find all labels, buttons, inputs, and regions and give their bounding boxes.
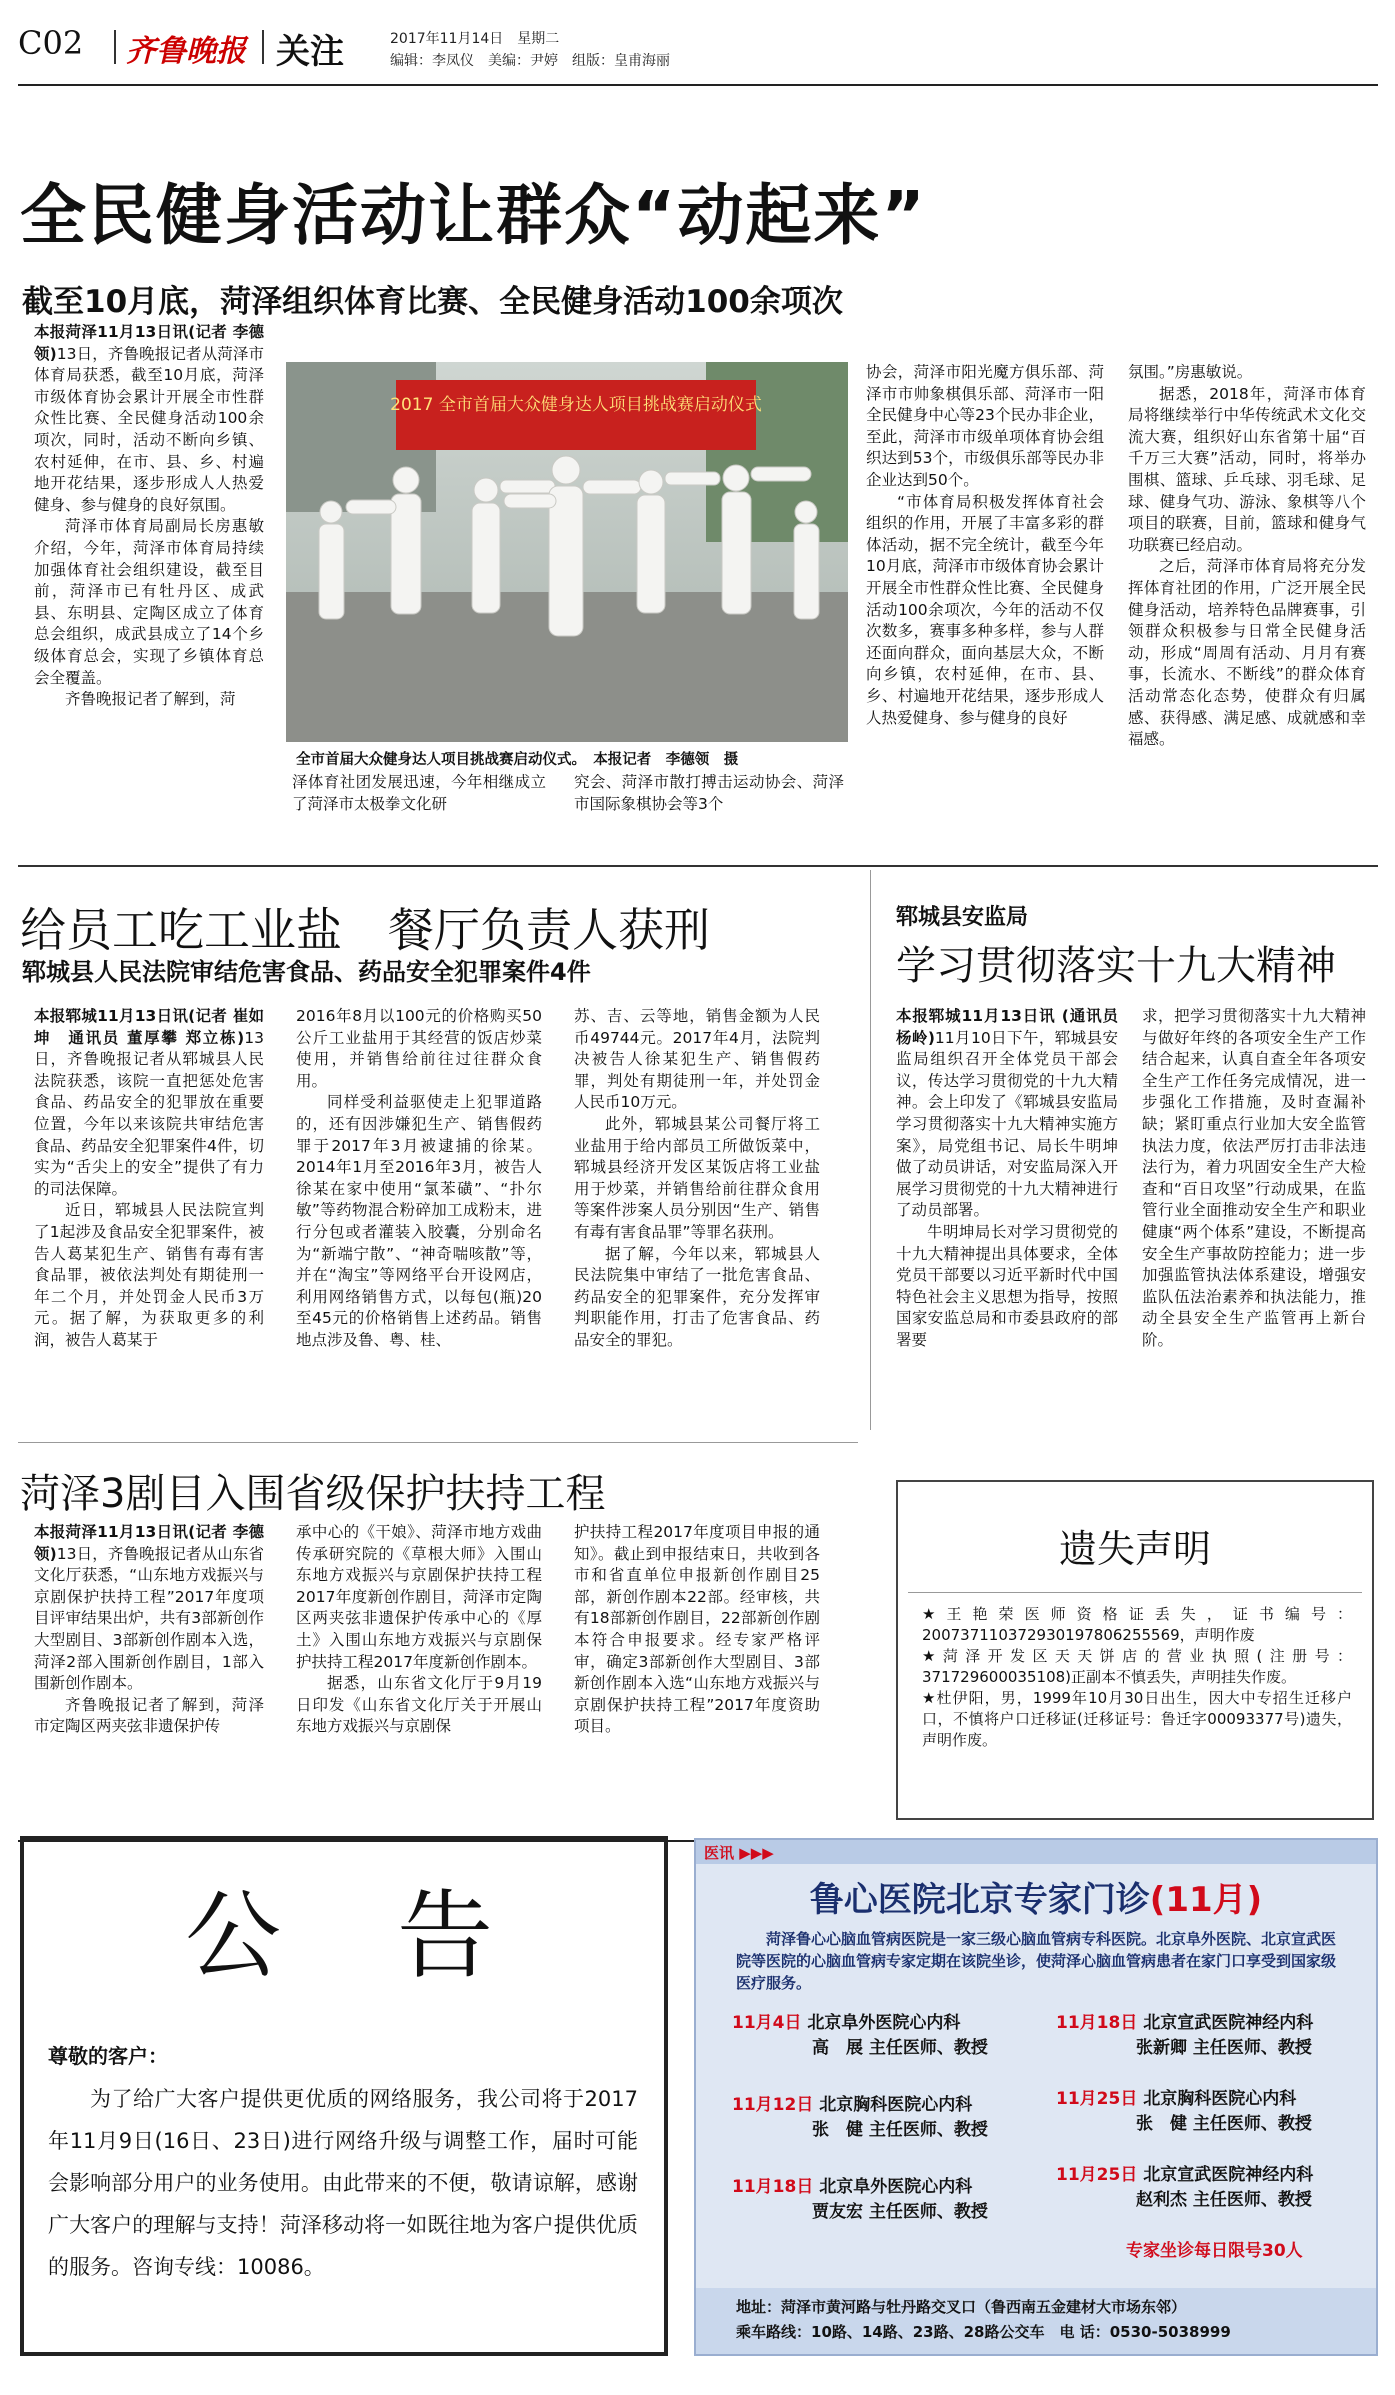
divider <box>114 30 116 64</box>
section-rule <box>18 1442 858 1443</box>
article-column <box>896 1006 1118 1422</box>
article-column <box>574 1522 820 1820</box>
kicker: 郓城县安监局 <box>896 905 1029 930</box>
ad-schedule-entry <box>1056 2160 1366 2236</box>
article-paragraph: 牛明坤局长对学习贯彻党的十九大精神提出具体要求，全体党员干部要以习近平新时代中国特色社会主义思想为指导，按照国家安监总局和市委县政府的部署要 <box>896 1222 1118 1349</box>
ad-schedule-entry <box>732 2172 1032 2254</box>
article-paragraph: 此外，郓城县某公司餐厅将工业盐用于给内部员工所做饭菜中，郓城县经济开发区某饭店将工业盐用于炒菜，并销售给前往群众食用等案件涉案人员分别因“生产、销售有毒有害食品罪”等罪名获刑。 <box>574 1114 820 1241</box>
ad-title-text: 鲁心医院北京专家门诊 <box>809 1880 1150 1920</box>
ad-address: 地址：菏泽市黄河路与牡丹路交叉口（鲁西南五金建材大市场东邻） <box>736 2298 1187 2316</box>
ad-schedule-entry <box>732 2008 1032 2090</box>
ad-entry-doctor: 张 健 主任医师、教授 <box>1136 2114 1312 2134</box>
section-rule <box>18 865 1378 867</box>
photo-banner-text: 2017 全市首届大众健身达人项目挑战赛启动仪式 <box>390 395 762 415</box>
article-column <box>574 772 844 816</box>
ad-title-month: (11月) <box>1149 1880 1263 1920</box>
announcement-body: 为了给广大客户提供更优质的网络服务，我公司将于2017年11月9日(16日、23日)进行网络升级与调整工作，届时可能会影响部分用户的业务使用。由此带来的不便，敬请谅解，感谢广大客户的理解与支持！菏泽移动将一如既往地为客户提供优质的服务。咨询专线：10086。 <box>48 2087 638 2279</box>
article-paragraph: 同样受利益驱使走上犯罪道路的，还有因涉嫌犯生产、销售假药罪于2017年3月被逮捕的徐某。2014年1月至2016年3月，被告人徐某在家中使用“氯苯磺”、“扑尔敏”等药物混合粉碎加工成粉末，进行分包或者灌装入胶囊，分别命名为“新端宁散”、“神奇喘咳散”等，并在“淘宝”等网络平台开设网店，利用网络销售方式，以每包(瓶)20至45元的价格销售上述药品。销售地点涉及鲁、粤、桂、 <box>296 1093 542 1349</box>
headline: 菏泽3剧目入围省级保护扶持工程 <box>20 1471 606 1517</box>
article-text: 协会，菏泽市阳光魔方俱乐部、菏泽市市帅象棋俱乐部、菏泽市一阳全民健身中心等23个民办非企业，至此，菏泽市市级单项体育协会组织达到53个，市级俱乐部等民办非企业达到50个。 <box>866 363 1104 489</box>
headline: 全民健身活动让群众“动起来” <box>20 177 927 254</box>
article-column <box>34 1006 264 1416</box>
lost-notice-box <box>896 1480 1374 1820</box>
article-paragraph: “市体育局积极发挥体育社会组织的作用，开展了丰富多彩的群体活动，据不完全统计，截至今年10月底，菏泽市市级体育协会累计开展全市性群众性比赛、全民健身活动100余项次，今年的活动不仅次数多，赛事多种多样，参与人群还面向群众，面向基层大众，不断向乡镇，农村延伸，在市、县、乡、村遍地开花结果，逐步形成人人热爱健身、参与健身的良好 <box>866 492 1104 727</box>
article-text: 13日，齐鲁晚报记者从菏泽市体育局获悉，截至10月底，菏泽市级体育协会累计开展全市性群众性比赛、全民健身活动100余项次，同时，活动不断向乡镇、农村延伸，在市、县、乡、村遍地开花结果，逐步形成人人热爱健身、参与健身的良好氛围。 <box>34 344 264 514</box>
column-rule <box>870 870 871 1430</box>
article-paragraph: 齐鲁晚报记者了解到，菏 <box>65 690 236 709</box>
ad-header-band <box>696 1840 1376 1864</box>
ad-entry-doctor: 高 展 主任医师、教授 <box>812 2038 988 2058</box>
ad-entry-doctor: 赵利杰 主任医师、教授 <box>1136 2190 1312 2210</box>
lost-notice-items <box>922 1604 1352 1751</box>
ad-tag: 医讯 ▶▶▶ <box>704 1844 774 1862</box>
article-text: 护扶持工程2017年度项目申报的通知》。截止到申报结束日，共收到各市和省直单位申报新创作剧目25部，新创作剧本22部。经审核，共有18部新创作剧目，22部新创作剧本符合申报要求。经专家严格评审，确定3部新创作大型剧目、3部新创作剧本入选“山东地方戏振兴与京剧保护扶持工程”2017年度资助项目。 <box>574 1523 820 1736</box>
article-column <box>574 1006 820 1416</box>
article-paragraph: 据了解，今年以来，郓城县人民法院集中审结了一批危害食品、药品安全的犯罪案件，充分发挥审判职能作用，打击了危害食品、药品安全的罪犯。 <box>574 1244 820 1349</box>
dateline: 本报郓城11月13日讯(记者 崔如坤 通讯员 董厚攀 郑立栋) <box>34 1007 264 1047</box>
ad-schedule-entry <box>1056 2008 1366 2084</box>
subheadline: 郓城县人民法院审结危害食品、药品安全犯罪案件4件 <box>22 958 591 986</box>
issue-date: 2017年11月14日 星期二 <box>390 31 560 47</box>
headline: 学习贯彻落实十九大精神 <box>896 943 1336 989</box>
ad-entry-hospital: 北京阜外医院心内科 <box>819 2177 973 2197</box>
article-text: 氛围。”房惠敏说。 <box>1128 363 1253 381</box>
ad-title <box>696 1872 1376 1921</box>
announcement-title: 公 告 <box>185 1880 503 1992</box>
dateline: 本报菏泽11月13日讯(记者 李德领) <box>34 323 264 363</box>
article-column <box>34 322 264 812</box>
article-paragraph: 近日，郓城县人民法院宣判了1起涉及食品安全犯罪案件，被告人葛某犯生产、销售有毒有害食品罪，被依法判处有期徒刑一年二个月，并处罚金人民币3万元。据了解，为获取更多的利润，被告人葛某于 <box>34 1201 264 1349</box>
article-paragraph: 据悉，2018年，菏泽市体育局将继续举行中华传统武术文化交流大赛，组织好山东省第十届“百千万三大赛”活动，同时，将举办围棋、篮球、乒乓球、羽毛球、足球、健身气功、游泳、象棋等八个项目的联赛，目前，篮球和健身气功联赛已经启动。 <box>1128 384 1366 554</box>
headline: 给员工吃工业盐 餐厅负责人获刑 <box>20 903 710 957</box>
lost-notice-item: ★杜伊阳，男，1999年10月30日出生，因大中专招生迁移户口，不慎将户口迁移证(迁移证号：鲁迁字00093377号)遗失，声明作废。 <box>922 1689 1352 1749</box>
divider <box>908 1592 1362 1593</box>
ad-entry-date: 11月18日 <box>1056 2013 1138 2033</box>
ad-entry-hospital: 北京胸科医院心内科 <box>1143 2089 1297 2109</box>
news-photo <box>286 362 848 742</box>
ad-entry-hospital: 北京阜外医院心内科 <box>807 2013 961 2033</box>
dateline: 本报菏泽11月13日讯(记者 李德领) <box>34 1523 264 1563</box>
ad-entry-hospital: 北京宣武医院神经内科 <box>1143 2165 1314 2185</box>
ad-footer <box>696 2288 1376 2354</box>
article-paragraph: 齐鲁晚报记者了解到，菏泽市定陶区两夹弦非遗保护传 <box>34 1695 264 1736</box>
editors-line: 编辑：李凤仪 美编：尹婷 组版：皇甫海丽 <box>390 53 670 69</box>
ad-entry-hospital: 北京胸科医院心内科 <box>819 2095 973 2115</box>
paper-logo: 齐鲁晚报 <box>126 34 246 69</box>
article-column <box>866 362 1104 814</box>
lost-notice-item: ★菏泽开发区天天饼店的营业执照(注册号：371729600035108)正副本不慎丢失，声明挂失作废。 <box>922 1647 1352 1686</box>
photo-caption: 全市首届大众健身达人项目挑战赛启动仪式。 本报记者 李德领 摄 <box>296 752 739 768</box>
subheadline: 截至10月底，菏泽组织体育比赛、全民健身活动100余项次 <box>22 284 843 320</box>
article-text: 11月10日下午，郓城县安监局组织召开全体党员干部会议，传达学习贯彻党的十九大精神。会上印发了《郓城县安监局学习贯彻落实十九大精神实施方案》，局党组书记、局长牛明坤做了动员讲话，对安监局深入开展学习贯彻党的十九大精神进行了动员部署。 <box>896 1028 1118 1220</box>
ad-entry-doctor: 张 健 主任医师、教授 <box>812 2120 988 2140</box>
ad-schedule-left <box>732 2008 1032 2254</box>
article-text: 承中心的《干娘》、菏泽市地方戏曲传承研究院的《草根大师》入围山东地方戏振兴与京剧保护扶持工程2017年度新创作剧目，菏泽市定陶区两夹弦非遗保护传承中心的《厚土》入围山东地方戏振兴与京剧保护扶持工程2017年度新创作剧本。 <box>296 1523 542 1671</box>
article-paragraph: 菏泽市体育局副局长房惠敏介绍，今年，菏泽市体育局持续加强体育社会组织建设，截至目前，菏泽市已有牡丹区、成武县、东明县、定陶区成立了体育总会组织，成武县成立了14个乡级体育总会，实现了乡镇体育总会全覆盖。 <box>34 517 264 687</box>
section-name: 关注 <box>276 32 344 72</box>
article-paragraph: 据悉，山东省文化厅于9月19日印发《山东省文化厅关于开展山东地方戏振兴与京剧保 <box>296 1674 542 1736</box>
article-column <box>1128 362 1366 814</box>
article-text: 求，把学习贯彻落实十九大精神与做好年终的各项安全生产工作结合起来，认真自查全年各项安全生产工作任务完成情况，进一步强化工作措施，及时查漏补缺；紧盯重点行业加大安全监管执法力度，依法严厉打击非法违法行为，着力巩固安全生产大检查和“百日攻坚”行动成果，在监管行业全面推动安全生产和职业健康“两个体系”建设，不断提高安全生产事故防控能力；进一步加强监管执法体系建设，增强安监队伍法治素养和执法能力，推动全县安全生产监管再上新台阶。 <box>1142 1007 1366 1349</box>
article-text: 13日，齐鲁晚报记者从郓城县人民法院获悉，该院一直把惩处危害食品、药品安全的犯罪放在重要位置，今年以来该院共审结危害食品、药品安全犯罪案件4件，切实为“舌尖上的安全”提供了有力的司法保障。 <box>34 1028 264 1198</box>
tai-chi-photo-illustration <box>286 362 848 742</box>
ad-intro: 菏泽鲁心心脑血管病医院是一家三级心脑血管病专科医院。北京阜外医院、北京宣武医院等医院的心脑血管病专家定期在该院坐诊，使菏泽心脑血管病患者在家门口享受到国家级医疗服务。 <box>736 1930 1337 1992</box>
article-column <box>1142 1006 1366 1422</box>
ad-tag-label: 医讯 <box>704 1844 735 1862</box>
article-text: 究会、菏泽市散打搏击运动协会、菏泽市国际象棋协会等3个 <box>574 773 844 813</box>
divider <box>262 30 264 64</box>
page-number: C02 <box>18 24 84 62</box>
article-column <box>296 1522 542 1820</box>
ad-transit: 乘车路线：10路、14路、23路、28路公交车 电 话：0530-5038999 <box>736 2323 1231 2341</box>
article-column <box>34 1522 264 1820</box>
article-text: 13日，齐鲁晚报记者从山东省文化厅获悉，“山东地方戏振兴与京剧保护扶持工程”2017年度项目评审结果出炉，共有3部新创作大型剧目、3部新创作剧本入选，菏泽2部入围新创作剧目，1部入围新创作剧本。 <box>34 1544 264 1693</box>
announcement-box <box>20 1836 668 2356</box>
ad-limit-note: 专家坐诊每日限号30人 <box>1126 2241 1303 2261</box>
ad-entry-hospital: 北京宣武医院神经内科 <box>1143 2013 1314 2033</box>
ad-schedule-entry <box>732 2090 1032 2172</box>
ad-schedule-right <box>1056 2008 1366 2261</box>
ad-schedule-entry <box>1056 2084 1366 2160</box>
masthead <box>18 22 1378 72</box>
article-text: 2016年8月以100元的价格购买50公斤工业盐用于其经营的饭店炒菜使用，并销售给前往过往群众食用。 <box>296 1007 542 1090</box>
ad-entry-doctor: 贾友宏 主任医师、教授 <box>812 2202 988 2222</box>
lost-notice-item: ★王艳荣医师资格证丢失，证书编号：200737110372930197806255569，声明作废 <box>922 1605 1352 1644</box>
article-text: 苏、吉、云等地，销售金额为人民币49744元。2017年4月，法院判决被告人徐某犯生产、销售假药罪，判处有期徒刑一年，并处罚金人民币10万元。 <box>574 1007 820 1112</box>
lost-notice-title: 遗失声明 <box>1058 1527 1211 1571</box>
ad-entry-date: 11月25日 <box>1056 2089 1138 2109</box>
article-column <box>296 1006 542 1416</box>
ad-entry-date: 11月4日 <box>732 2013 802 2033</box>
article-column <box>292 772 546 816</box>
announcement-greeting: 尊敬的客户： <box>48 2044 168 2068</box>
dateline: 本报郓城11月13日讯 (通讯员 杨岭) <box>896 1007 1118 1047</box>
masthead-rule <box>18 84 1378 86</box>
ad-entry-date: 11月25日 <box>1056 2165 1138 2185</box>
hospital-ad <box>694 1838 1378 2356</box>
ad-entry-doctor: 张新卿 主任医师、教授 <box>1136 2038 1312 2058</box>
ad-entry-date: 11月12日 <box>732 2095 814 2115</box>
ad-entry-date: 11月18日 <box>732 2177 814 2197</box>
article-text: 泽体育社团发展迅速，今年相继成立了菏泽市太极拳文化研 <box>292 773 546 813</box>
article-paragraph: 之后，菏泽市体育局将充分发挥体育社团的作用，广泛开展全民健身活动，培养特色品牌赛事，引领群众积极参与日常全民健身活动，形成“周周有活动、月月有赛事，长流水、不断线”的群众体育活动常态化态势，使群众有归属感、获得感、满足感、成就感和幸福感。 <box>1128 557 1366 749</box>
